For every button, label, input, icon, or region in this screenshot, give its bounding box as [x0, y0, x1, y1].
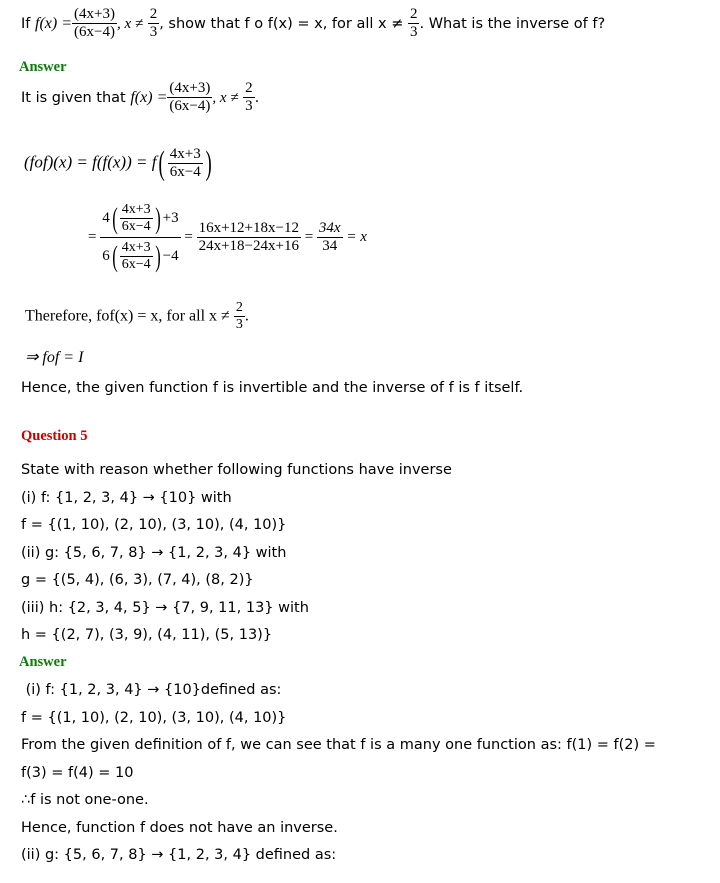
simplification-step: [88, 202, 367, 273]
result: = x: [346, 229, 367, 246]
question-4-statement: [21, 6, 605, 42]
fraction-two-thirds: [148, 6, 160, 42]
answer-heading: Answer: [19, 654, 67, 670]
a5-line: (i) f: {1, 2, 3, 4} → {10}defined as:: [21, 682, 282, 698]
right-paren: ): [154, 201, 161, 235]
denominator: 3: [235, 317, 243, 333]
answer-heading: Answer: [19, 59, 67, 75]
coefficient-6: 6: [102, 248, 110, 265]
a5-line: ∴f is not one-one.: [21, 792, 149, 808]
denominator: (6x−4): [74, 24, 115, 41]
coefficient-4: 4: [102, 209, 110, 226]
fraction: [72, 6, 117, 42]
right-paren: ): [205, 144, 212, 182]
equals: =: [184, 229, 193, 246]
a5-line: (ii) g: {5, 6, 7, 8} → {1, 2, 3, 4} defined as:: [21, 847, 337, 863]
inner-fraction: [120, 240, 153, 273]
q5-line: State with reason whether following functions have inverse: [21, 462, 452, 478]
fraction-two-thirds: [408, 6, 420, 42]
equals: =: [88, 229, 97, 246]
numerator: 2: [234, 300, 245, 317]
right-paren: ): [154, 239, 161, 273]
q5-line: f = {(1, 10), (2, 10), (3, 10), (4, 10)}: [21, 517, 287, 533]
denominator: 6x−4: [169, 164, 201, 181]
fraction: [167, 80, 212, 116]
composition-lhs: (fof)(x) = f(f(x)) = f: [24, 152, 157, 172]
q5-line: g = {(5, 4), (6, 3), (7, 4), (8, 2)}: [21, 572, 254, 588]
minus-4: −4: [162, 248, 179, 265]
fraction-two-thirds: [234, 300, 245, 333]
denominator: 3: [149, 24, 158, 41]
given-statement: [21, 80, 259, 116]
plus-3: +3: [162, 209, 179, 226]
q5-line: (iii) h: {2, 3, 4, 5} → {7, 9, 11, 13} with: [21, 600, 309, 616]
period: .: [244, 307, 249, 325]
a5-line: f = {(1, 10), (2, 10), (3, 10), (4, 10)}: [21, 710, 287, 726]
left-paren: (: [111, 239, 118, 273]
denominator: 3: [409, 24, 418, 41]
big-fraction: [100, 202, 180, 273]
numerator: 34x: [317, 220, 343, 238]
left-paren: (: [111, 201, 118, 235]
equals: =: [304, 229, 314, 246]
implies-line: ⇒ fof = I: [25, 349, 84, 366]
conclusion-text: Hence, the given function f is invertible and the inverse of f is f itself.: [21, 380, 524, 396]
q5-line: h = {(2, 7), (3, 9), (4, 11), (5, 13)}: [21, 627, 273, 643]
statement-end: . What is the inverse of f?: [419, 15, 606, 32]
big-numerator: [100, 202, 180, 238]
therefore-line: [25, 300, 249, 333]
statement-text: , show that f o f(x) = x, for all x ≠: [159, 15, 404, 32]
numerator: 4x+3: [120, 202, 153, 219]
numerator: 4x+3: [168, 146, 203, 164]
denominator: 6x−4: [121, 257, 151, 273]
composition-line: [24, 146, 214, 182]
denominator: 6x−4: [121, 219, 151, 235]
a5-line: f(3) = f(4) = 10: [21, 765, 134, 781]
numerator: (4x+3): [167, 80, 212, 98]
denominator: 3: [245, 98, 253, 115]
period: .: [254, 89, 260, 106]
condition: , x ≠: [116, 15, 144, 32]
left-paren: (: [159, 144, 166, 182]
q5-line: (ii) g: {5, 6, 7, 8} → {1, 2, 3, 4} with: [21, 545, 287, 561]
condition: , x ≠: [212, 89, 239, 106]
a5-line: Hence, function f does not have an inverse.: [21, 820, 338, 836]
given-intro: It is given that: [21, 89, 126, 106]
numerator: 2: [148, 6, 160, 24]
if-text: If: [21, 15, 31, 32]
inner-fraction: [168, 146, 203, 182]
denominator: 34: [322, 238, 338, 255]
a5-line: From the given definition of f, we can see that f is a many one function as: f(1) = f(2) =: [21, 737, 656, 753]
numerator: 2: [408, 6, 420, 24]
function-def: f(x) =: [35, 14, 72, 32]
therefore-text: Therefore, fof(x) = x, for all x ≠: [25, 307, 230, 325]
numerator: (4x+3): [72, 6, 117, 24]
function-def: f(x) =: [130, 88, 168, 106]
fraction-two-thirds: [243, 80, 255, 116]
expanded-fraction: [197, 220, 301, 256]
q5-line: (i) f: {1, 2, 3, 4} → {10} with: [21, 490, 232, 506]
inner-fraction: [120, 202, 153, 235]
denominator: 24x+18−24x+16: [198, 238, 299, 255]
big-denominator: [100, 238, 180, 273]
numerator: 4x+3: [120, 240, 153, 257]
denominator: (6x−4): [169, 98, 211, 115]
reduced-fraction: [317, 220, 343, 256]
question-5-heading: Question 5: [21, 428, 88, 444]
numerator: 2: [243, 80, 255, 98]
numerator: 16x+12+18x−12: [197, 220, 301, 238]
